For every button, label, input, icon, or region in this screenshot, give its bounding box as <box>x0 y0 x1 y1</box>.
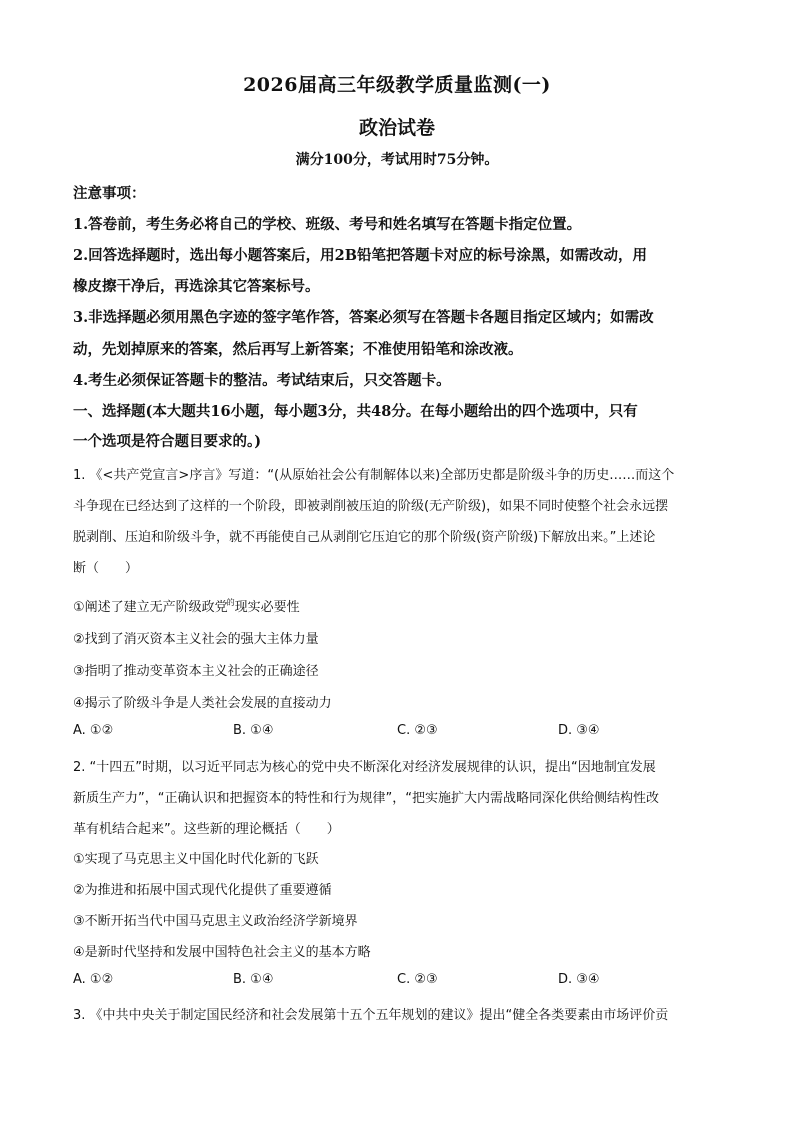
question-2-stem: 革有机结合起来”。这些新的理论概括（ ） <box>73 822 340 837</box>
question-2-stem: 新质生产力”，“正确认识和把握资本的特性和行为规律”，“把实施扩大内需战略同深化供给侧结构性改 <box>73 791 659 806</box>
option-a[interactable]: A. ①② <box>73 972 114 987</box>
notice-line: 3.非选择题必须用黑色字迹的签字笔作答，答案必须写在答题卡各题目指定区域内；如需改 <box>73 309 654 326</box>
option-b[interactable]: B. ①④ <box>233 723 274 738</box>
exam-title: 2026届高三年级教学质量监测(一) <box>243 74 551 96</box>
question-1-item: ④揭示了阶级斗争是人类社会发展的直接动力 <box>73 696 332 711</box>
section-heading: 一、选择题(本大题共16小题，每小题3分，共48分。在每小题给出的四个选项中，只有 <box>73 403 638 420</box>
option-d[interactable]: D. ③④ <box>558 972 600 987</box>
question-2-item: ④是新时代坚持和发展中国特色社会主义的基本方略 <box>73 945 371 960</box>
question-2-item: ②为推进和拓展中国式现代化提供了重要遵循 <box>73 883 332 898</box>
question-1-stem: 断（ ） <box>73 561 139 576</box>
option-d[interactable]: D. ③④ <box>558 723 600 738</box>
option-c[interactable]: C. ②③ <box>397 723 438 738</box>
notice-line: 2.回答选择题时，选出每小题答案后，用2B铅笔把答题卡对应的标号涂黑，如需改动，用 <box>73 247 647 264</box>
exam-score-time: 满分100分，考试用时75分钟。 <box>295 152 499 168</box>
question-2-stem: 2. “十四五”时期，以习近平同志为核心的党中央不断深化对经济发展规律的认识，提出“因地制宜发展 <box>73 760 656 775</box>
question-1-stem: 脱剥削、压迫和阶级斗争，就不再能使自己从剥削它压迫它的那个阶级(资产阶级)下解放出来。”上述论 <box>73 530 656 545</box>
option-c[interactable]: C. ②③ <box>397 972 438 987</box>
notice-line: 橡皮擦干净后，再选涂其它答案标号。 <box>73 278 320 295</box>
option-b[interactable]: B. ①④ <box>233 972 274 987</box>
question-1-item: ③指明了推动变革资本主义社会的正确途径 <box>73 664 319 679</box>
notice-line: 4.考生必须保证答题卡的整洁。考试结束后，只交答题卡。 <box>73 372 451 389</box>
question-3-stem: 3. 《中共中央关于制定国民经济和社会发展第十五个五年规划的建议》提出“健全各类要素由市场评价贡 <box>73 1008 669 1023</box>
question-1-item: ①阐述了建立无产阶级政党$^的$现实必要性 <box>73 598 300 615</box>
section-heading: 一个选项是符合题目要求的。) <box>73 433 262 450</box>
question-1-stem: 斗争现在已经达到了这样的一个阶段，即被剥削被压迫的阶级(无产阶级)，如果不同时使整个社会永远摆 <box>73 499 669 514</box>
question-1-item: ②找到了消灭资本主义社会的强大主体力量 <box>73 632 319 647</box>
question-2-item: ①实现了马克思主义中国化时代化新的飞跃 <box>73 852 319 867</box>
notice-heading: 注意事项： <box>73 185 146 202</box>
option-a[interactable]: A. ①② <box>73 723 114 738</box>
question-2-item: ③不断开拓当代中国马克思主义政治经济学新境界 <box>73 914 358 929</box>
notice-line: 1.答卷前，考生务必将自己的学校、班级、考号和姓名填写在答题卡指定位置。 <box>73 216 582 233</box>
notice-line: 动，先划掉原来的答案，然后再写上新答案；不准使用铅笔和涂改液。 <box>73 341 523 358</box>
question-1-stem: 1. 《<共产党宣言>序言》写道：“(从原始社会公有制解体以来)全部历史都是阶级斗争的历史……而这个 <box>73 468 675 483</box>
exam-subject: 政治试卷 <box>358 117 435 139</box>
